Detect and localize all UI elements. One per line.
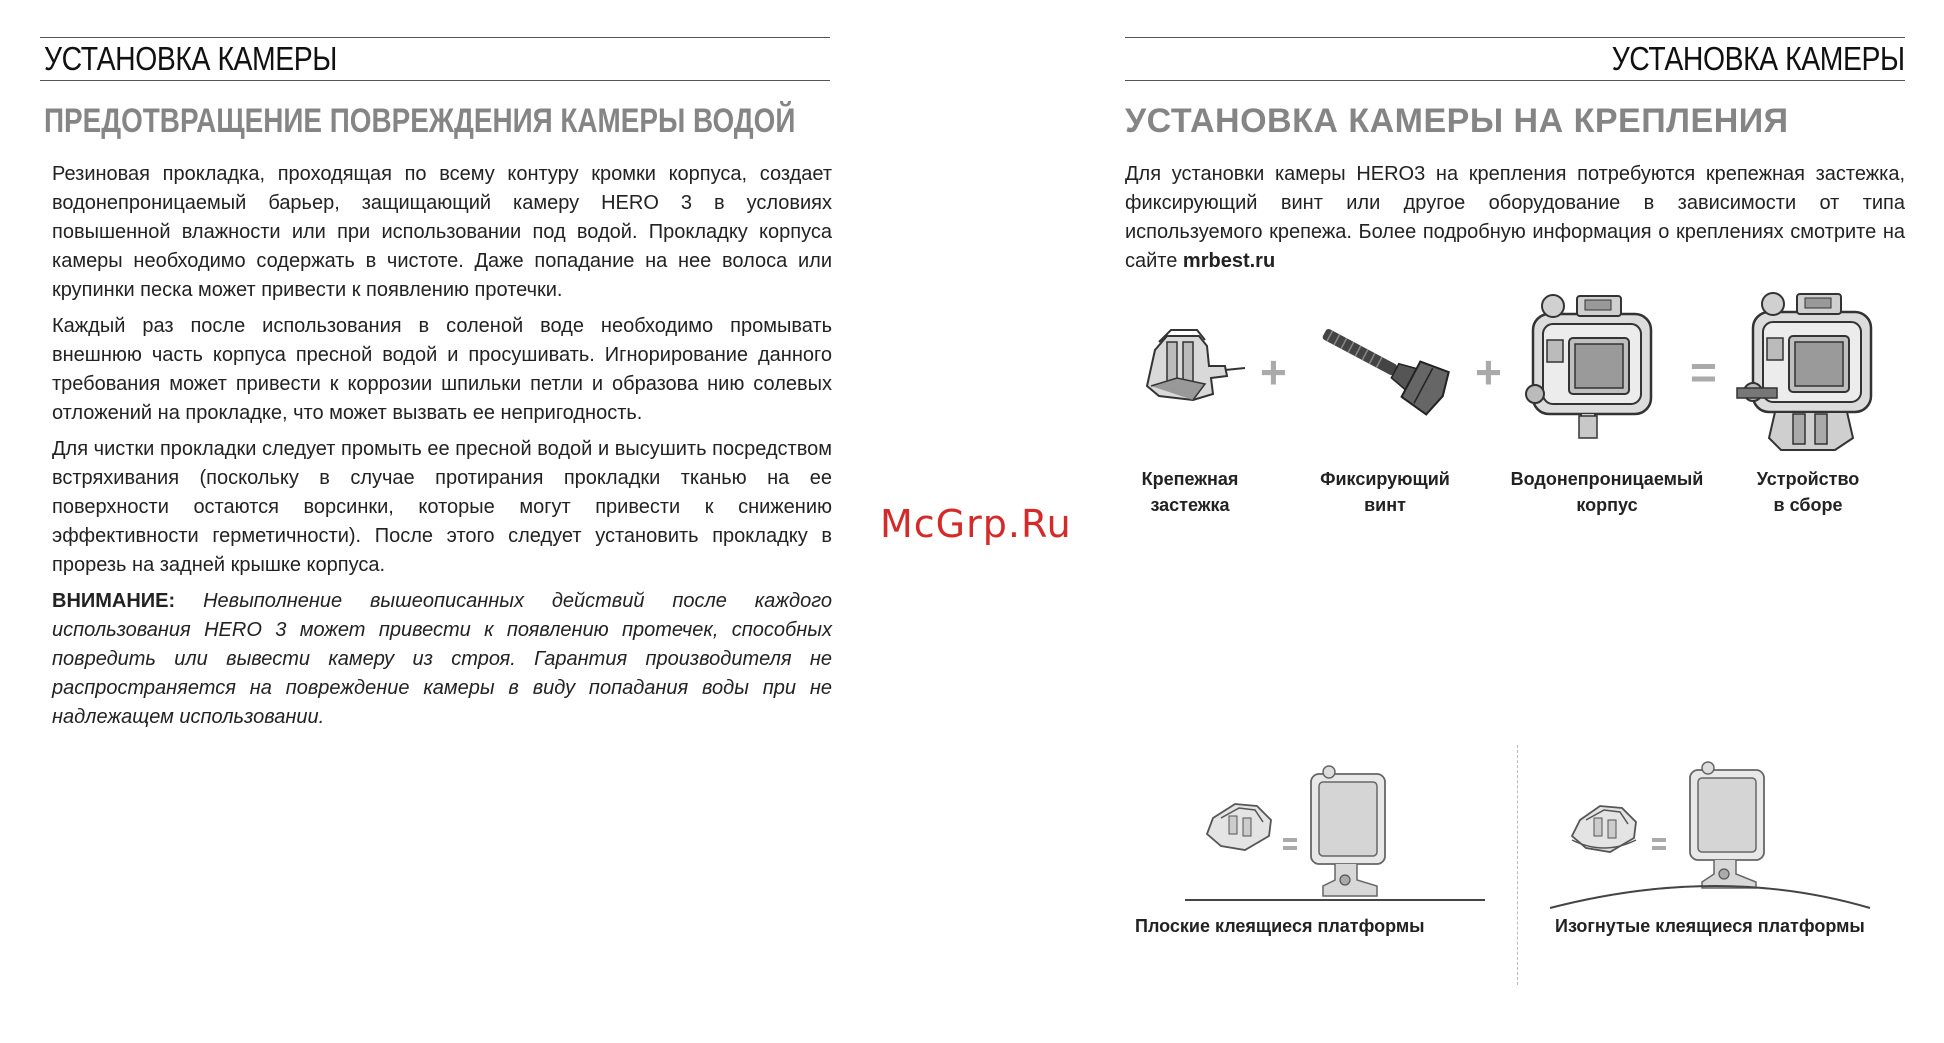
header-top-rule <box>1125 37 1905 38</box>
right-intro-text <box>1125 160 1905 276</box>
caption-assembled: Устройство в сборе <box>1756 469 1860 515</box>
intro-text: Для установки камеры HERO3 на крепления потребуются крепежная застежка, фиксирующий винт или другое оборудование в зависимости от типа используемого крепежа. Более подробную информация о креплениях смотрите на сайте <box>1125 163 1905 272</box>
caption-thumb-screw: Фиксирующий винт <box>1320 469 1450 515</box>
flat-platform-illustration <box>1185 760 1485 910</box>
flat-platform-label: Плоские клеящиеся платформы <box>1135 916 1425 936</box>
header-top-rule <box>40 37 830 38</box>
header-bottom-rule <box>40 80 830 81</box>
watermark: McGrp.Ru <box>880 502 1072 546</box>
right-section-title: УСТАНОВКА КАМЕРЫ НА КРЕПЛЕНИЯ <box>1125 102 1789 140</box>
buckle-illustration <box>1137 320 1252 410</box>
header-bottom-rule <box>1125 80 1905 81</box>
paragraph-gasket: Резиновая прокладка, проходящая по всему контуру кромки корпуса, создает водонепроницаемый барьер, защищающий камеру HERO 3 в условиях повышенной влажности или при использовании под водой. Прокладку корпуса камеры необходимо содержать в чистоте. Даже попадание на нее волоса или крупинки песка может привести к появлению протечки. <box>52 163 832 301</box>
right-page-header: УСТАНОВКА КАМЕРЫ <box>1612 40 1905 77</box>
left-section-title: ПРЕДОТВРАЩЕНИЕ ПОВРЕЖДЕНИЯ КАМЕРЫ ВОДОЙ <box>44 102 796 140</box>
left-page-header: УСТАНОВКА КАМЕРЫ <box>44 40 337 77</box>
left-body-text <box>52 160 832 739</box>
plus-sign-1: + <box>1260 346 1287 398</box>
warning-label: ВНИМАНИЕ: <box>52 590 176 612</box>
caption-housing: Водонепроницаемый корпус <box>1510 469 1704 515</box>
paragraph-cleaning: Для чистки прокладки следует промыть ее пресной водой и высушить посредством встряхивания (поскольку в случае протирания прокладки тканью на ее поверхности остаются ворсинки, которые могут привести к снижению эффективности герметичности). После этого следует установить прокладку в прорезь на задней крышке корпуса. <box>52 438 832 576</box>
plus-sign-2: + <box>1475 346 1502 398</box>
paragraph-salt-water: Каждый раз после использования в соленой воде необходимо промывать внешнюю часть корпуса пресной водой и просушивать. Игнорирование данного требования может привести к коррозии шпильки петли и образова нию солевых отложений на прокладке, что может вызвать ее непригодность. <box>52 315 832 424</box>
intro-link[interactable]: mrbest.ru <box>1182 250 1276 272</box>
curved-platform-label: Изогнутые клеящиеся платформы <box>1555 916 1865 936</box>
left-page <box>40 0 833 1043</box>
caption-buckle: Крепежная застежка <box>1141 469 1239 515</box>
paragraph-warning <box>52 587 832 732</box>
assembled-device-illustration <box>1735 288 1885 458</box>
curved-platform-illustration <box>1540 760 1870 910</box>
housing-illustration <box>1523 290 1663 445</box>
thumb-screw-illustration <box>1310 325 1465 405</box>
equals-sign: = <box>1690 346 1717 398</box>
platform-divider <box>1517 745 1518 985</box>
warning-text: Невыполнение вышеописанных действий после каждого использования HERO 3 может привести к появлению протечек, способных повредить или вывести камеру из строя. Гарантия производителя не распространяется на повреждение камеры в виду попадания воды при не надлежащем использовании. <box>52 590 833 728</box>
right-page <box>1125 0 1905 1043</box>
